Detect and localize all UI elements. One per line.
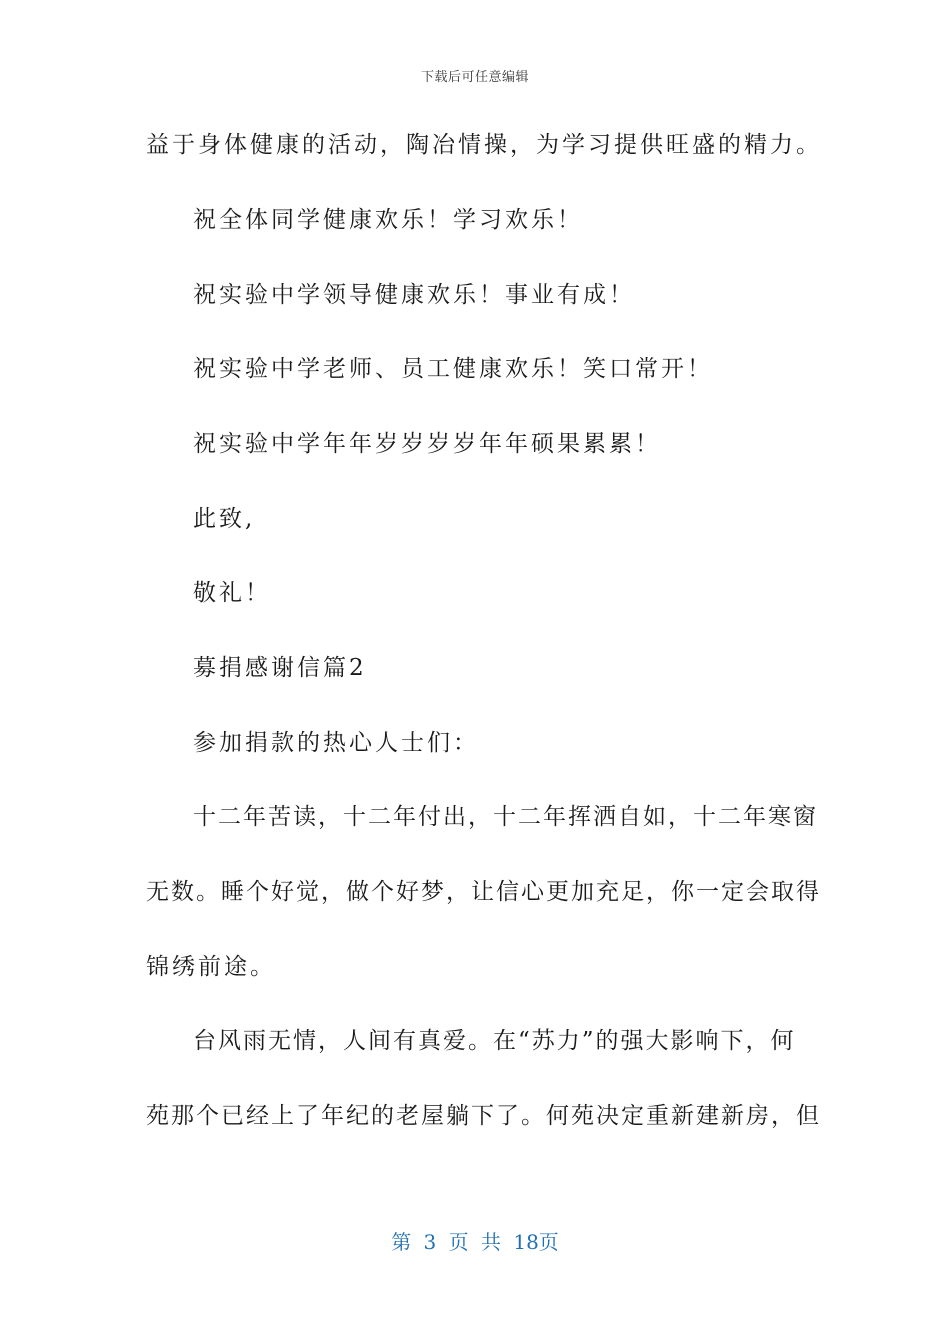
text-line: 此致, [193,506,256,532]
text-line: 祝实验中学年年岁岁岁岁年年硕果累累！ [193,431,661,457]
text-line: 祝全体同学健康欢乐！学习欢乐！ [193,207,583,233]
text-line: 无数。睡个好觉，做个好梦，让信心更加充足，你一定会取得 [146,879,821,905]
text-line: 锦绣前途。 [146,954,276,980]
text-line: 敬礼！ [193,580,271,606]
page-header: 下载后可任意编辑 [420,70,529,85]
text-line: 台风雨无情，人间有真爱。在“苏力”的强大影响下，何 [193,1028,796,1054]
text-line: 十二年苦读，十二年付出，十二年挥洒自如，十二年寒窗 [193,804,818,830]
text-line: 益于身体健康的活动，陶冶情操，为学习提供旺盛的精力。 [146,132,822,158]
text-line: 祝实验中学领导健康欢乐！事业有成！ [193,282,635,308]
text-line: 苑那个已经上了年纪的老屋躺下了。何苑决定重新建新房，但 [146,1103,821,1129]
section-heading: 募捐感谢信篇2 [193,655,367,681]
page-footer: 第 3 页 共 18页 [391,1230,559,1254]
salutation: 参加捐款的热心人士们： [193,730,479,756]
text-line: 祝实验中学老师、员工健康欢乐！笑口常开！ [193,356,713,382]
